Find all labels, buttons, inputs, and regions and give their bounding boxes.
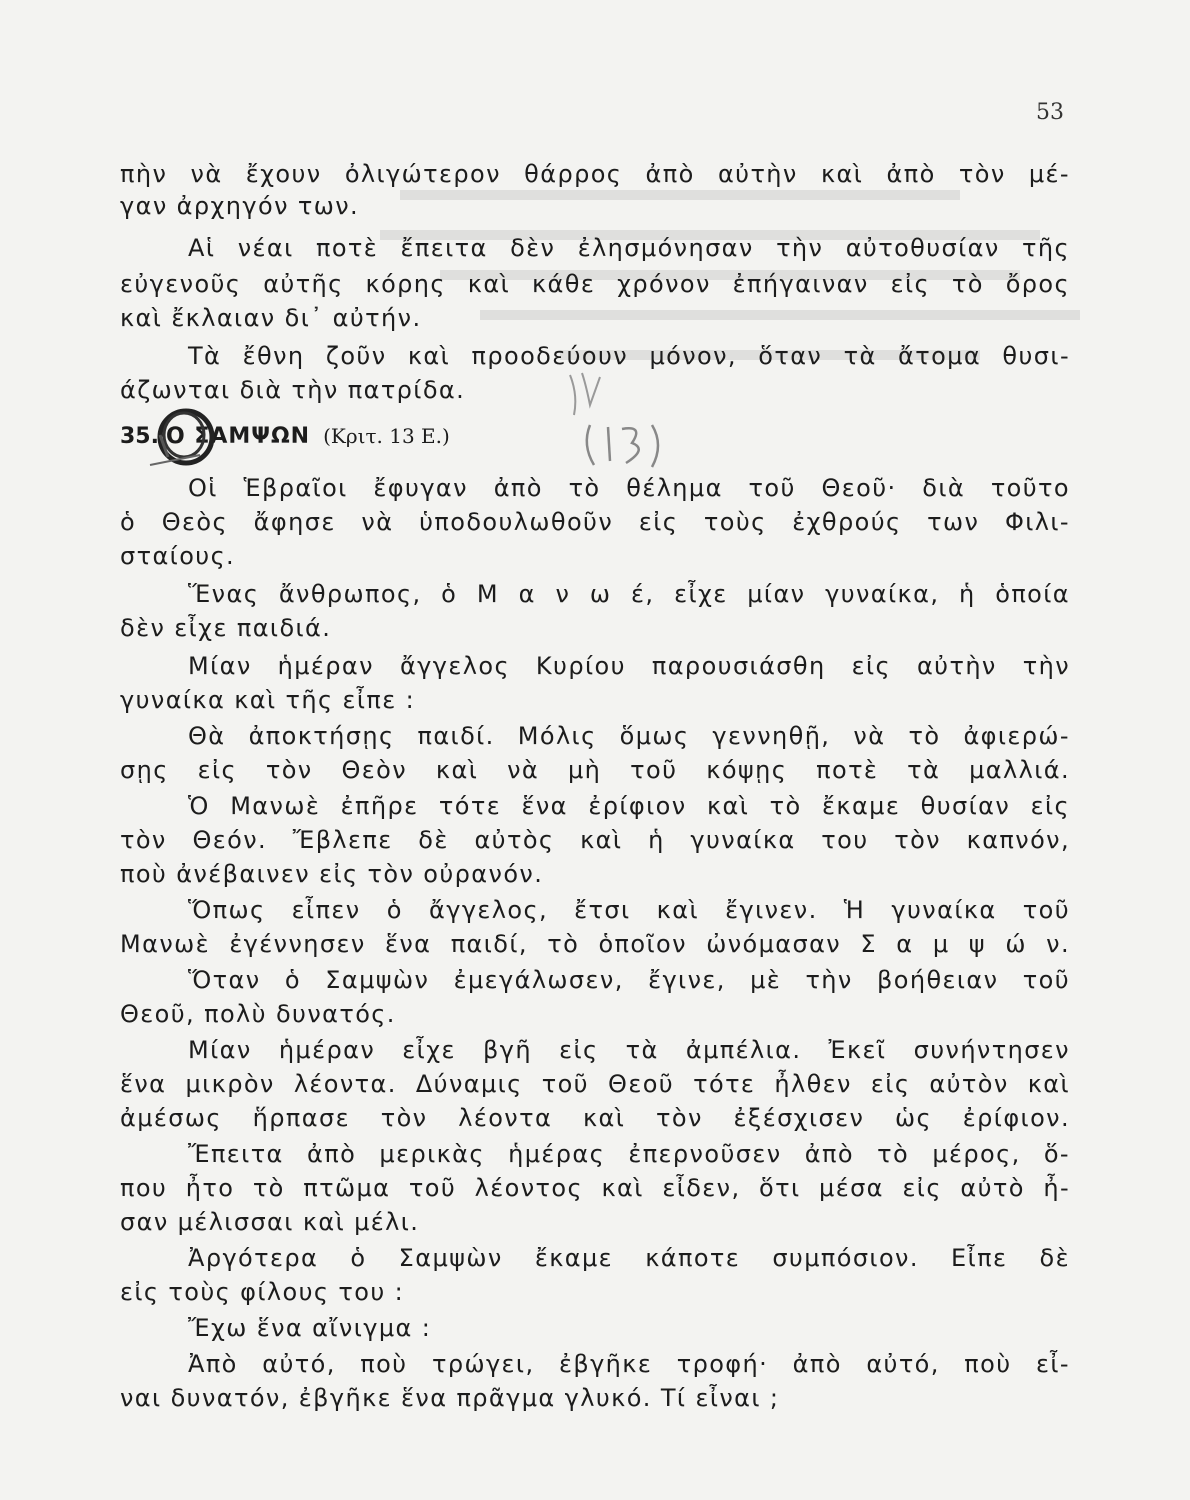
body-text-line: ὁ Θεὸς ἄφησε νὰ ὑποδουλωθοῦν εἰς τοὺς ἐχθρούς των Φιλι-: [120, 508, 1070, 536]
body-text-line: ποὺ ἀνέβαινεν εἰς τὸν οὐρανόν.: [120, 860, 544, 888]
preceding-text-line: Τὰ ἔθνη ζοῦν καὶ προοδεύουν μόνον, ὅταν τὰ ἄτομα θυσι-: [188, 342, 1070, 370]
preceding-text-line: Αἱ νέαι ποτὲ ἔπειτα δὲν ἐλησμόνησαν τὴν αὐτοθυσίαν τῆς: [188, 234, 1070, 262]
body-text-line: Ἔπειτα ἀπὸ μερικὰς ἡμέρας ἐπερνοῦσεν ἀπὸ τὸ μέρος, ὅ-: [188, 1140, 1070, 1168]
body-text-line: τὸν Θεόν. Ἔβλεπε δὲ αὐτὸς καὶ ἡ γυναίκα του τὸν καπνόν,: [120, 826, 1070, 854]
body-text-line: σταίους.: [120, 542, 236, 570]
preceding-text-line: γαν ἀρχηγόν των.: [120, 192, 360, 220]
body-text-line: ναι δυνατόν, ἐβγῆκε ἕνα πρᾶγμα γλυκό. Τί εἶναι ;: [120, 1384, 780, 1412]
section-reference: (Κριτ. 13 Ε.): [323, 424, 450, 448]
body-text-line: γυναίκα καὶ τῆς εἶπε :: [120, 686, 416, 714]
section-number: 35.: [120, 424, 159, 449]
body-text-line: δὲν εἶχε παιδιά.: [120, 614, 332, 642]
body-text-line: Θὰ ἀποκτήσῃς παιδί. Μόλις ὅμως γεννηθῇ, νὰ τὸ ἀφιερώ-: [188, 722, 1070, 750]
body-text-line: ἀμέσως ἥρπασε τὸν λέοντα καὶ τὸν ἐξέσχισεν ὡς ἐρίφιον.: [120, 1104, 1070, 1132]
body-text-line: Ἀπὸ αὐτό, ποὺ τρώγει, ἐβγῆκε τροφή· ἀπὸ αὐτό, ποὺ εἶ-: [188, 1350, 1070, 1378]
page-number: 53: [1036, 100, 1064, 125]
body-text-line: Μίαν ἡμέραν εἶχε βγῆ εἰς τὰ ἀμπέλια. Ἐκεῖ συνήντησεν: [188, 1036, 1070, 1064]
body-text-line: σῃς εἰς τὸν Θεὸν καὶ νὰ μὴ τοῦ κόψῃς ποτὲ τὰ μαλλιά.: [120, 756, 1070, 784]
body-text-line: ἕνα μικρὸν λέοντα. Δύναμις τοῦ Θεοῦ τότε ἦλθεν εἰς αὐτὸν καὶ: [120, 1070, 1070, 1098]
body-text-line: Μίαν ἡμέραν ἄγγελος Κυρίου παρουσιάσθη εἰς αὐτὴν τὴν: [188, 652, 1070, 680]
body-text-line: Θεοῦ, πολὺ δυνατός.: [120, 1000, 396, 1028]
body-text-line: Μανωὲ ἐγέννησεν ἕνα παιδί, τὸ ὁποῖον ὠνόμασαν Σ α μ ψ ώ ν.: [120, 930, 1070, 958]
body-text-line: Οἱ Ἑβραῖοι ἔφυγαν ἀπὸ τὸ θέλημα τοῦ Θεοῦ· διὰ τοῦτο: [188, 474, 1070, 502]
section-title: Ο ΣΑΜΨΩΝ: [165, 424, 311, 449]
body-text-line: Ἀργότερα ὁ Σαμψὼν ἔκαμε κάποτε συμπόσιον. Εἶπε δὲ: [188, 1244, 1070, 1272]
preceding-text-line: άζωνται διὰ τὴν πατρίδα.: [120, 376, 466, 404]
body-text-line: Ὅπως εἶπεν ὁ ἄγγελος, ἔτσι καὶ ἔγινεν. Ἡ γυναίκα τοῦ: [188, 896, 1070, 924]
body-text-line: Ἔχω ἕνα αἴνιγμα :: [188, 1314, 432, 1342]
body-text-line: που ἦτο τὸ πτῶμα τοῦ λέοντος καὶ εἶδεν, ὅτι μέσα εἰς αὐτὸ ἦ-: [120, 1174, 1070, 1202]
body-text-line: Ὁ Μανωὲ ἐπῆρε τότε ἕνα ἐρίφιον καὶ τὸ ἔκαμε θυσίαν εἰς: [188, 792, 1070, 820]
preceding-text-line: καὶ ἔκλαιαν δι᾽ αὐτήν.: [120, 304, 422, 332]
body-text-line: εἰς τοὺς φίλους του :: [120, 1278, 405, 1306]
body-text-line: Ἕνας ἄνθρωπος, ὁ Μ α ν ω έ, εἶχε μίαν γυναίκα, ἡ ὁποία: [188, 580, 1070, 608]
body-text-line: Ὅταν ὁ Σαμψὼν ἐμεγάλωσεν, ἔγινε, μὲ τὴν βοήθειαν τοῦ: [188, 966, 1070, 994]
preceding-text-line: εὐγενοῦς αὐτῆς κόρης καὶ κάθε χρόνον ἐπήγαιναν εἰς τὸ ὄρος: [120, 270, 1070, 298]
section-heading: [120, 420, 450, 453]
preceding-text-line: πὴν νὰ ἔχουν ὀλιγώτερον θάρρος ἀπὸ αὐτὴν καὶ ἀπὸ τὸν μέ-: [120, 160, 1070, 188]
body-text-line: σαν μέλισσαι καὶ μέλι.: [120, 1208, 420, 1236]
